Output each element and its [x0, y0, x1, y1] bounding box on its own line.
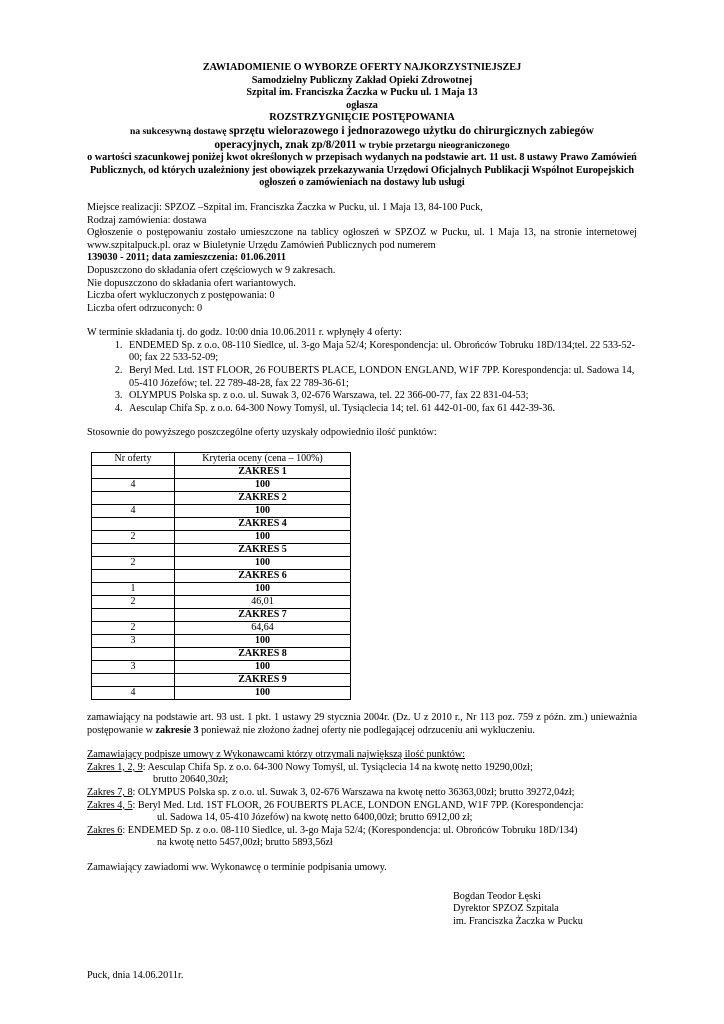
- offer-number-cell: 3: [92, 635, 175, 648]
- scope-label: ZAKRES 5: [175, 544, 351, 557]
- table-scope-row: [92, 674, 351, 687]
- info-place: Miejsce realizacji: SPZOZ –Szpital im. Franciszka Żaczka w Pucku, ul. 1 Maja 13, 84-100 Puck,: [87, 201, 483, 213]
- footer-date: Puck, dnia 14.06.2011r.: [87, 969, 184, 981]
- score-cell: 100: [175, 557, 351, 570]
- signature-name: Bogdan Teodor Łęski: [453, 890, 541, 902]
- table-row: [92, 635, 351, 648]
- table-scope-row: [92, 544, 351, 557]
- empty-cell: [92, 544, 175, 557]
- table-row: [92, 479, 351, 492]
- empty-cell: [92, 609, 175, 622]
- table-scope-row: [92, 648, 351, 661]
- contract-item: Zakres 1, 2, 9: Aesculap Chifa Sp. z o.o. 64-300 Nowy Tomyśl, ul. Tysiąclecia 14 na kwotę netto 19290,00zł; brutto 20640,30zł;: [87, 761, 533, 786]
- table-scope-row: [92, 466, 351, 479]
- document-page: [87, 62, 637, 875]
- table-row: [92, 531, 351, 544]
- offers-intro: W terminie składania tj. do godz. 10:00 dnia 10.06.2011 r. wpłynęły 4 oferty:: [87, 327, 402, 339]
- header-resolution: ROZSTRZYGNIĘCIE POSTĘPOWANIA: [269, 112, 455, 124]
- table-row: [92, 505, 351, 518]
- annulment-paragraph: zamawiający na podstawie art. 93 ust. 1 pkt. 1 ustawy 29 stycznia 2004r. (Dz. U z 2010 r., Nr 113 poz. 759 z późn. zm.) unieważnia postępowanie w zakresie 3 ponieważ nie złożono żadnej oferty nie podlegającej odrzuceniu ani wykluczeniu.: [87, 712, 637, 736]
- scope-label: ZAKRES 2: [175, 492, 351, 505]
- info-type: Rodzaj zamówienia: dostawa: [87, 214, 207, 226]
- score-cell: 100: [175, 635, 351, 648]
- info-variant: Nie dopuszczono do składania ofert wariantowych.: [87, 277, 296, 289]
- offer-number-cell: 2: [92, 557, 175, 570]
- header-title: ZAWIADOMIENIE O WYBORZE OFERTY NAJKORZYSTNIEJSZEJ: [202, 62, 522, 73]
- offer-number-cell: 3: [92, 661, 175, 674]
- offer-number-cell: 2: [92, 596, 175, 609]
- col-offer-number: Nr oferty: [92, 453, 175, 466]
- table-row: [92, 596, 351, 609]
- score-cell: 100: [175, 661, 351, 674]
- header-value-clause: o wartości szacunkowej poniżej kwot określonych w przepisach wydanych na podstawie art. 11 ust. 8 ustawy Prawo Zamówień Publicznych, od których uzależniony jest obowiązek przekazywania Urzędowi Oficjalnych Publikacji Wspólnot Europejskich ogłoszeń o zamówieniach na dostawy lub usługi: [87, 152, 637, 189]
- score-cell: 100: [175, 505, 351, 518]
- table-row: [92, 583, 351, 596]
- score-cell: 46,01: [175, 596, 351, 609]
- offer-number-cell: 2: [92, 622, 175, 635]
- scope-label: ZAKRES 6: [175, 570, 351, 583]
- annulled-scope: zakresie 3: [155, 724, 199, 736]
- table-row: [92, 687, 351, 700]
- table-row: [92, 622, 351, 635]
- header-hospital: Szpital im. Franciszka Żaczka w Pucku ul. 1 Maja 13: [246, 87, 478, 99]
- offer-number-cell: 2: [92, 531, 175, 544]
- contracts-section: [87, 749, 637, 850]
- document-header: [87, 62, 637, 190]
- info-excluded: Liczba ofert wykluczonych z postępowania: 0: [87, 290, 275, 302]
- signature-block: [453, 891, 583, 929]
- empty-cell: [92, 492, 175, 505]
- header-subject-1: na sukcesywną dostawę sprzętu wielorazowego i jednorazowego użytku do chirurgicznych zabiegów: [130, 124, 594, 137]
- offer-number-cell: 1: [92, 583, 175, 596]
- header-announces: ogłasza: [346, 99, 378, 111]
- signature-title: Dyrektor SPZOZ Szpitala: [453, 903, 559, 915]
- scope-label: ZAKRES 9: [175, 674, 351, 687]
- offer-number-cell: 4: [92, 687, 175, 700]
- list-item: 4. Aesculap Chifa Sp. z o.o. 64-300 Nowy Tomyśl, ul. Tysiąclecia 14; tel. 61 442-01-00, fax 61 442-39-36.: [125, 403, 637, 416]
- empty-cell: [92, 518, 175, 531]
- scores-table: [91, 452, 351, 700]
- scope-label: ZAKRES 8: [175, 648, 351, 661]
- contract-item: Zakres 4, 5: Beryl Med. Ltd. 1ST FLOOR, 26 FOUBERTS PLACE, LONDON ENGLAND, W1F 7PP. (Korespondencja: ul. Sadowa 14, 05-410 Józefów) na kwotę netto 6400,00zł; brutto 6912,00 zł;: [87, 799, 584, 824]
- header-subject-2: operacyjnych, znak zp/8/2011 w trybie przetargu nieograniczonego: [214, 138, 510, 151]
- empty-cell: [92, 466, 175, 479]
- score-cell: 64,64: [175, 622, 351, 635]
- info-section: [87, 202, 637, 315]
- table-scope-row: [92, 518, 351, 531]
- info-notice-number: 139030 - 2011; data zamieszczenia: 01.06.2011: [87, 252, 286, 264]
- list-item: 3. OLYMPUS Polska sp. z o.o. ul. Suwak 3, 02-676 Warszawa, tel. 22 366-00-77, fax 22 831-04-53;: [125, 390, 637, 403]
- score-cell: 100: [175, 479, 351, 492]
- table-row: [92, 557, 351, 570]
- offer-number-cell: 4: [92, 479, 175, 492]
- table-scope-row: [92, 570, 351, 583]
- score-cell: 100: [175, 583, 351, 596]
- score-cell: 100: [175, 531, 351, 544]
- table-scope-row: [92, 492, 351, 505]
- list-item: 2. Beryl Med. Ltd. 1ST FLOOR, 26 FOUBERTS PLACE, LONDON ENGLAND, W1F 7PP. Korespondencja: ul. Sadowa 14, 05-410 Józefów; tel. 22 789-48-28, fax 22 789-36-61;: [125, 365, 637, 390]
- contract-item: Zakres 6: ENDEMED Sp. z o.o. 08-110 Siedlce, ul. 3-go Maja 52/4; (Korespondencja: ul. Obrońców Tobruku 18D/134) na kwotę netto 5457,00zł; brutto 5893,56zł: [87, 824, 578, 849]
- info-rejected: Liczba ofert odrzuconych: 0: [87, 302, 203, 314]
- offer-number-cell: 4: [92, 505, 175, 518]
- header-institution: Samodzielny Publiczny Zakład Opieki Zdrowotnej: [251, 74, 473, 86]
- contract-item: Zakres 7, 8: OLYMPUS Polska sp. z o.o. ul. Suwak 3, 02-676 Warszawa na kwotę netto 36363,00zł; brutto 39272,04zł;: [87, 787, 575, 798]
- info-partial: Dopuszczono do składania ofert częściowych w 9 zakresach.: [87, 264, 336, 276]
- offers-section: [87, 327, 637, 415]
- empty-cell: [92, 570, 175, 583]
- contracts-intro: Zamawiający podpisze umowy z Wykonawcami którzy otrzymali największą ilość punktów:: [87, 749, 466, 761]
- empty-cell: [92, 674, 175, 687]
- table-header-row: [92, 453, 351, 466]
- col-criteria: Kryteria oceny (cena – 100%): [175, 453, 351, 466]
- score-cell: 100: [175, 687, 351, 700]
- info-notice: Ogłoszenie o postępowaniu zostało umieszczone na tablicy ogłoszeń w SPZOZ w Pucku, ul. 1 Maja 13, na stronie internetowej www.szpitalpuck.pl. oraz w Biuletynie Urzędu Zamówień Publicznych pod numerem: [87, 227, 637, 251]
- scope-label: ZAKRES 1: [175, 466, 351, 479]
- table-scope-row: [92, 609, 351, 622]
- table-row: [92, 661, 351, 674]
- signature-org: im. Franciszka Żaczka w Pucku: [453, 915, 583, 927]
- scope-label: ZAKRES 7: [175, 609, 351, 622]
- offers-list: [87, 340, 637, 416]
- closing-note: Zamawiający zawiadomi ww. Wykonawcę o terminie podpisania umowy.: [87, 861, 387, 873]
- scores-intro: Stosownie do powyższego poszczególne oferty uzyskały odpowiednio ilość punktów:: [87, 427, 437, 439]
- list-item: 1. ENDEMED Sp. z o.o. 08-110 Siedlce, ul. 3-go Maja 52/4; Korespondencja: ul. Obrońców Tobruku 18D/134;tel. 22 533-52-00; fax 22 533-52-09;: [125, 340, 637, 365]
- scope-label: ZAKRES 4: [175, 518, 351, 531]
- empty-cell: [92, 648, 175, 661]
